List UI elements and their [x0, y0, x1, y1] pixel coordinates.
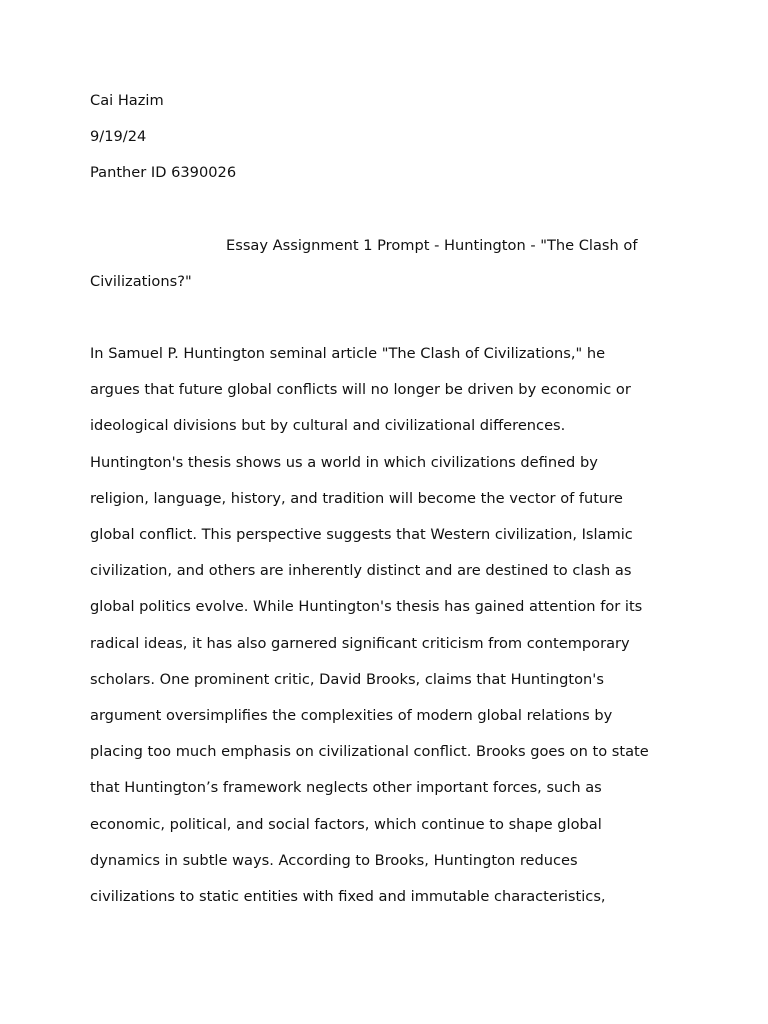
body-line: global politics evolve. While Huntington's thesis has gained attention for its — [90, 598, 643, 615]
body-line: that Huntington’s framework neglects other important forces, such as — [90, 779, 602, 796]
body-line: global conflict. This perspective suggests that Western civilization, Islamic — [90, 526, 633, 543]
essay-title-line-1: Essay Assignment 1 Prompt - Huntington - "The Clash of — [226, 237, 638, 254]
author-name: Cai Hazim — [90, 92, 164, 109]
essay-title-line-2: Civilizations?" — [90, 273, 192, 290]
body-line: civilization, and others are inherently distinct and are destined to clash as — [90, 562, 632, 579]
body-line: radical ideas, it has also garnered significant criticism from contemporary — [90, 635, 630, 652]
body-line: placing too much emphasis on civilizational conflict. Brooks goes on to state — [90, 743, 649, 760]
body-line: dynamics in subtle ways. According to Brooks, Huntington reduces — [90, 852, 578, 869]
body-line: Huntington's thesis shows us a world in which civilizations defined by — [90, 454, 598, 471]
body-line: argues that future global conflicts will no longer be driven by economic or — [90, 381, 631, 398]
body-line: ideological divisions but by cultural and civilizational differences. — [90, 417, 566, 434]
student-id: Panther ID 6390026 — [90, 164, 237, 181]
body-line: economic, political, and social factors, which continue to shape global — [90, 816, 602, 833]
body-line: religion, language, history, and tradition will become the vector of future — [90, 490, 623, 507]
body-line: scholars. One prominent critic, David Brooks, claims that Huntington's — [90, 671, 604, 688]
body-line: civilizations to static entities with fixed and immutable characteristics, — [90, 888, 606, 905]
body-line: In Samuel P. Huntington seminal article "The Clash of Civilizations," he — [90, 345, 606, 362]
body-line: argument oversimplifies the complexities of modern global relations by — [90, 707, 613, 724]
date: 9/19/24 — [90, 128, 147, 145]
